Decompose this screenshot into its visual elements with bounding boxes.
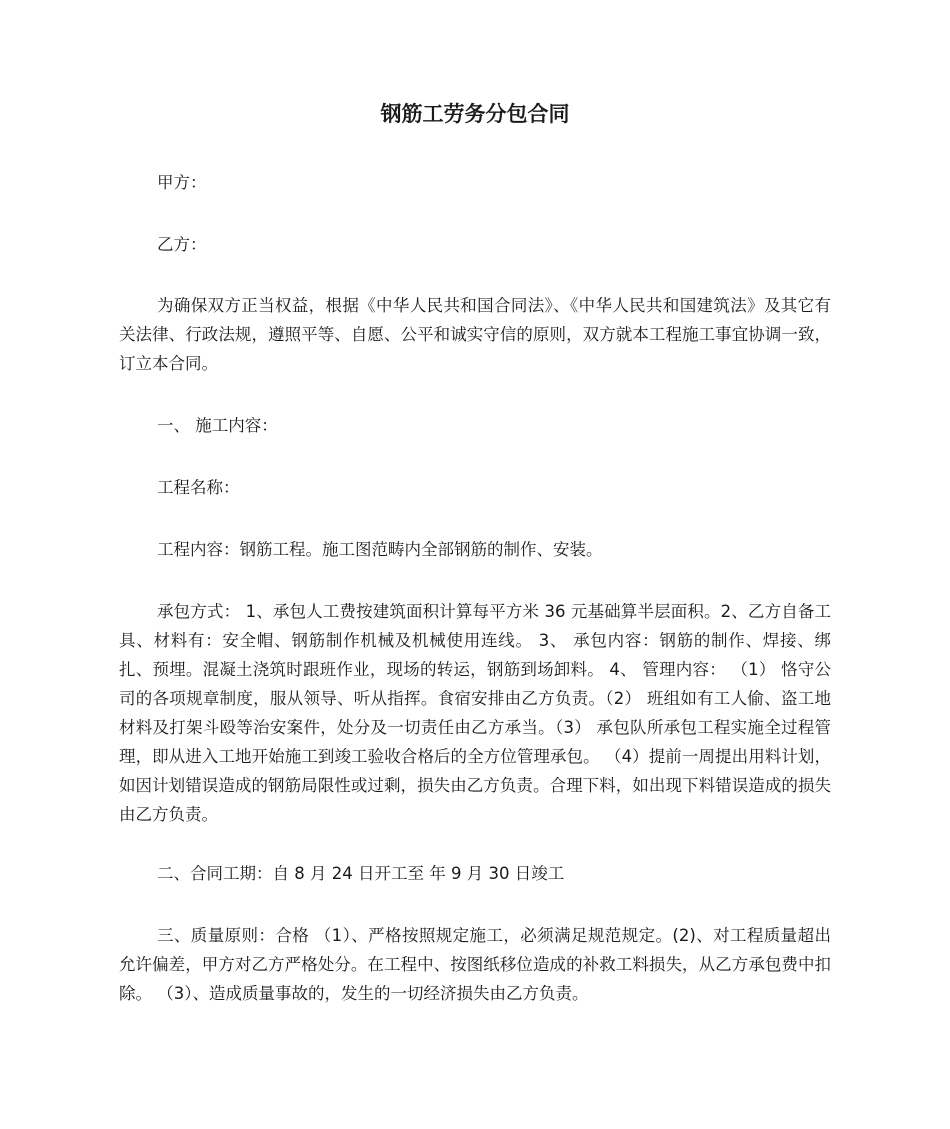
party-a-label: 甲方： bbox=[157, 173, 207, 192]
contract-method-paragraph: 承包方式： 1、承包人工费按建筑面积计算每平方米 36 元基础算半层面积。2、乙方自备工具、材料有：安全帽、钢筋制作机械及机械使用连线。 3、 承包内容：钢筋的制作、焊接、绑扎、预埋。混凝土浇筑时跟班作业，现场的转运，钢筋到场卸料。 4、 管理内容： （1） 恪守公司的各项规章制度，服从领导、听从指挥。食宿安排由乙方负责。（2） 班组如有工人偷、盗工地材料及打架斗殴等治安案件，处分及一切责任由乙方承当。（3） 承包队所承包工程实施全过程管理，即从进入工地开始施工到竣工验收合格后的全方位管理承包。 （4）提前一周提出用料计划，如因计划错误造成的钢筋局限性或过剩，损失由乙方负责。合理下料，如出现下料错误造成的损失由乙方负责。 bbox=[119, 602, 831, 824]
party-b-label: 乙方： bbox=[157, 235, 207, 254]
section-3-quality-standard: 三、质量原则：合格 （1）、严格按照规定施工，必须满足规范规定。(2)、对工程质量超出允许偏差，甲方对乙方严格处分。在工程中、按图纸移位造成的补救工料损失，从乙方承包费中扣除。 （3）、造成质量事故的，发生的一切经济损失由乙方负责。 bbox=[119, 926, 831, 1003]
section-1-heading: 一、 施工内容： bbox=[157, 416, 278, 435]
section-2-contract-period: 二、合同工期：自 8 月 24 日开工至 年 9 月 30 日竣工 bbox=[157, 864, 565, 883]
project-content-paragraph: 工程内容：钢筋工程。施工图范畴内全部钢筋的制作、安装。 bbox=[157, 540, 603, 559]
document-title: 钢筋工劳务分包合同 bbox=[380, 102, 570, 126]
project-name-field: 工程名称： bbox=[157, 478, 240, 497]
preamble-paragraph: 为确保双方正当权益，根据《中华人民共和国合同法》、《中华人民共和国建筑法》及其它有关法律、行政法规，遵照平等、自愿、公平和诚实守信的原则，双方就本工程施工事宜协调一致，订立本合同。 bbox=[119, 296, 831, 373]
